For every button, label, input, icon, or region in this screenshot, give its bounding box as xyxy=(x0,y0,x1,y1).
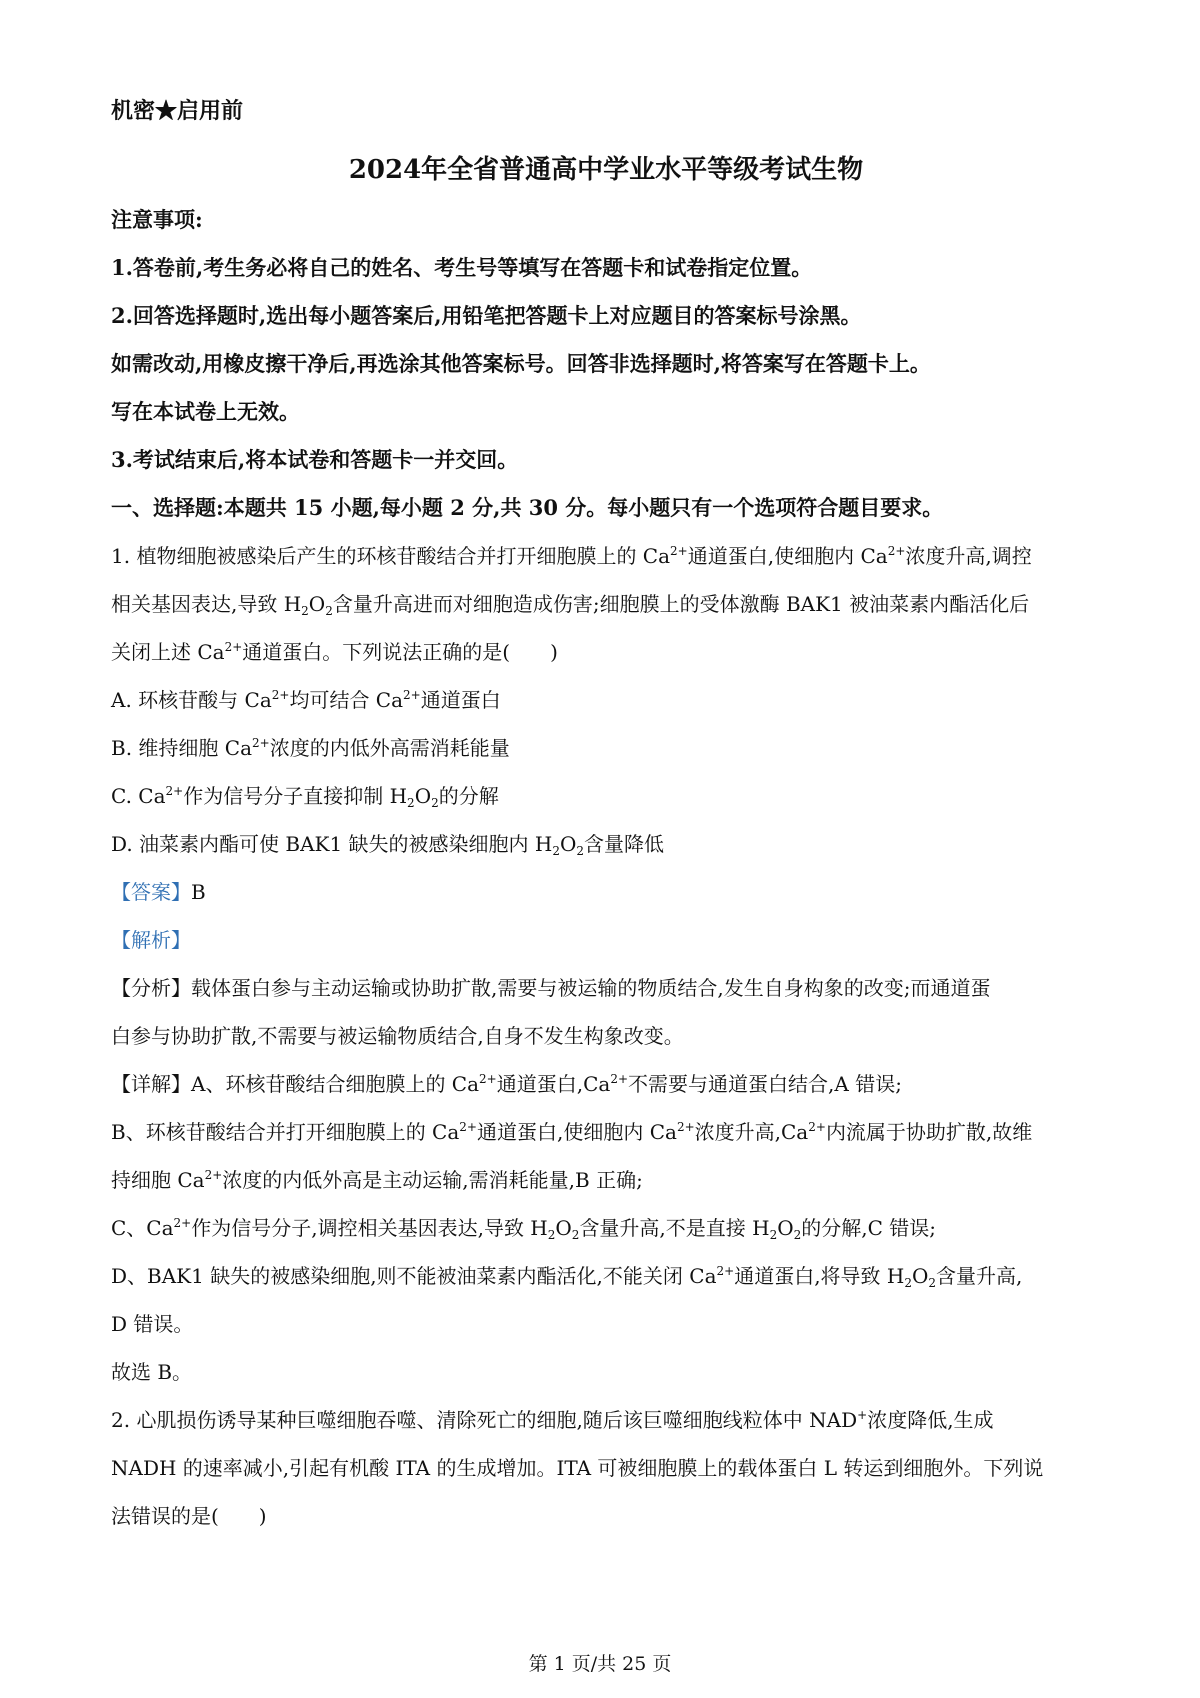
analysis-overview-cont: 白参与协助扩散,不需要与被运输物质结合,自身不发生构象改变。 xyxy=(111,1024,684,1048)
notice-item-2: 2.回答选择题时,选出每小题答案后,用铅笔把答题卡上对应题目的答案标号涂黑。 xyxy=(111,303,862,328)
question-2-stem-line-3: 法错误的是( ) xyxy=(111,1504,267,1528)
question-1-stem: 1. 植物细胞被感染后产生的环核苷酸结合并打开细胞膜上的 $Ca^{2+}$通道蛋白,使细胞内 $Ca^{2+}$浓度升高,调控 xyxy=(111,544,1032,568)
question-2-stem-line-2: NADH 的速率减小,引起有机酸 ITA 的生成增加。ITA 可被细胞膜上的载体蛋白 L 转运到细胞外。下列说 xyxy=(111,1456,1044,1480)
notice-heading: 注意事项: xyxy=(111,207,203,232)
detail-d: D、BAK1 缺失的被感染细胞,则不能被油菜素内酯活化,不能关闭 $Ca^{2+}$通道蛋白,将导致 $H_2O_2$含量升高, xyxy=(111,1264,1023,1290)
exam-title: 2024年全省普通高中学业水平等级考试生物 xyxy=(348,155,864,185)
analysis-label: 【解析】 xyxy=(111,928,191,952)
confidential-label: 机密★启用前 xyxy=(111,98,244,124)
notice-item-1: 1.答卷前,考生务必将自己的姓名、考生号等填写在答题卡和试卷指定位置。 xyxy=(111,255,813,280)
page-content xyxy=(111,94,1101,1552)
question-1-stem-line-3: 关闭上述 $Ca^{2+}$通道蛋白。下列说法正确的是( ) xyxy=(111,640,558,664)
analysis-overview: 【分析】载体蛋白参与主动运输或协助扩散,需要与被运输的物质结合,发生自身构象的改变;而通道蛋 xyxy=(111,976,991,1000)
section-heading: 一、选择题:本题共 15 小题,每小题 2 分,共 30 分。每小题只有一个选项符合题目要求。 xyxy=(111,495,944,520)
page-number: 第 1 页/共 25 页 xyxy=(528,1653,672,1675)
detail-b-cont: 持细胞 $Ca^{2+}$浓度的内低外高是主动运输,需消耗能量,B 正确; xyxy=(111,1168,643,1192)
detail-c: C、$Ca^{2+}$作为信号分子,调控相关基因表达,导致 $H_2O_2$含量升高,不是直接 $H_2O_2$的分解,C 错误; xyxy=(111,1216,937,1242)
answer-line xyxy=(111,880,1101,904)
detail-a: 【详解】A、环核苷酸结合细胞膜上的 $Ca^{2+}$通道蛋白$,Ca^{2+}$不需要与通道蛋白结合,A 错误; xyxy=(111,1072,902,1096)
question-1-option-d: D. 油菜素内酯可使 BAK1 缺失的被感染细胞内 $H_2O_2$含量降低 xyxy=(111,832,665,858)
detail-b: B、环核苷酸结合并打开细胞膜上的 $Ca^{2+}$通道蛋白,使细胞内 $Ca^{2+}$浓度升高$,Ca^{2+}$内流属于协助扩散,故维 xyxy=(111,1120,1033,1144)
question-1-stem-line-2: 相关基因表达,导致 $H_2O_2$含量升高进而对细胞造成伤害;细胞膜上的受体激酶 BAK1 被油菜素内酯活化后 xyxy=(111,592,1030,618)
notice-item-3: 3.考试结束后,将本试卷和答题卡一并交回。 xyxy=(111,447,519,472)
notice-item-2-cont: 如需改动,用橡皮擦干净后,再选涂其他答案标号。回答非选择题时,将答案写在答题卡上。 xyxy=(111,351,931,376)
detail-d-cont: D 错误。 xyxy=(111,1312,194,1336)
conclusion: 故选 B。 xyxy=(111,1360,193,1384)
notice-item-2-cont2: 写在本试卷上无效。 xyxy=(111,399,300,424)
question-1-option-a: A. 环核苷酸与 $Ca^{2+}$均可结合 $Ca^{2+}$通道蛋白 xyxy=(111,688,501,712)
question-1-option-c: C. $Ca^{2+}$作为信号分子直接抑制 $H_2O_2$的分解 xyxy=(111,784,499,810)
answer-label: 【答案】 xyxy=(111,880,191,904)
question-2-stem: 2. 心肌损伤诱导某种巨噬细胞吞噬、清除死亡的细胞,随后该巨噬细胞线粒体中 NAD+浓度降低,生成 xyxy=(111,1408,994,1432)
answer-value: B xyxy=(191,880,206,904)
question-1-option-b: B. 维持细胞 $Ca^{2+}$浓度的内低外高需消耗能量 xyxy=(111,736,510,760)
